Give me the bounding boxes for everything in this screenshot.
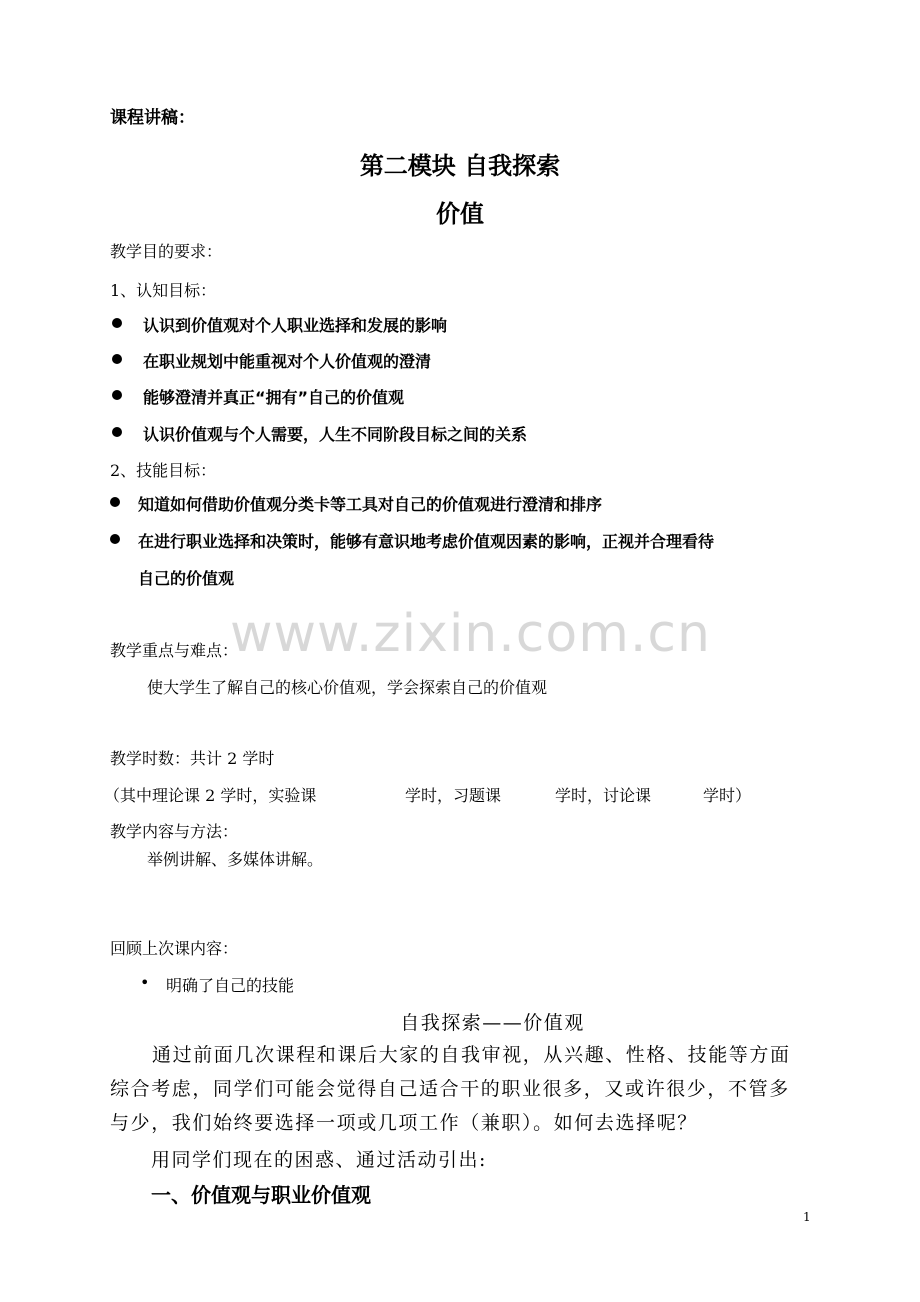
bullet-icon: [112, 318, 122, 328]
skill-item: 知道如何借助价值观分类卡等工具对自己的价值观进行澄清和排序: [138, 495, 603, 514]
review-heading: 回顾上次课内容：: [110, 939, 239, 958]
review-bullet: •: [140, 973, 150, 992]
page-subtitle: 价值: [436, 200, 484, 228]
hours-breakdown-theory: （其中理论课 2 学时，实验课: [104, 786, 317, 805]
hours-breakdown-exercise: 学时，习题课: [405, 786, 502, 805]
cognitive-item: 在职业规划中能重视对个人价值观的澄清: [143, 352, 432, 371]
section-intro: 用同学们现在的困惑、通过活动引出:: [151, 1149, 487, 1171]
bullet-icon: [112, 427, 122, 437]
header-label: 课程讲稿：: [110, 108, 195, 128]
bullet-icon: [112, 390, 122, 400]
section-paragraph: 通过前面几次课程和课后大家的自我审视，从兴趣、性格、技能等方面综合考虑，同学们可能会觉得自己适合干的职业很多，又或许很少，不管多与少，我们始终要选择一项或几项工作（兼职）。如何去选择呢？: [110, 1044, 791, 1134]
bullet-icon: [110, 534, 120, 544]
methods-text: 举例讲解、多媒体讲解。: [147, 850, 324, 869]
cognitive-heading: 1、认知目标：: [110, 281, 217, 300]
cognitive-item: 认识价值观与个人需要，人生不同阶段目标之间的关系: [143, 425, 528, 444]
key-points-heading: 教学重点与难点：: [110, 641, 239, 660]
methods-heading: 教学内容与方法：: [110, 822, 239, 841]
watermark: www.zixin.com.cn: [230, 604, 711, 664]
key-points-text: 使大学生了解自己的核心价值观，学会探索自己的价值观: [147, 678, 548, 697]
section-title: 自我探索——价值观: [400, 1012, 585, 1034]
objectives-heading: 教学目的要求：: [110, 242, 223, 261]
skill-item-continued: 自己的价值观: [138, 569, 235, 588]
skill-heading: 2、技能目标：: [110, 461, 217, 480]
hours-breakdown-end: 学时）: [703, 786, 752, 805]
bullet-icon: [112, 354, 122, 364]
bullet-icon: [110, 497, 120, 507]
section-subheading: 一、价值观与职业价值观: [151, 1183, 371, 1207]
hours-breakdown-discussion: 学时，讨论课: [555, 786, 652, 805]
hours-line: 教学时数：共计 2 学时: [110, 749, 275, 768]
skill-item: 在进行职业选择和决策时，能够有意识地考虑价值观因素的影响，正视并合理看待: [138, 532, 715, 551]
page-title: 第二模块 自我探索: [359, 152, 561, 180]
cognitive-item: 能够澄清并真正“拥有”自己的价值观: [143, 388, 405, 407]
cognitive-item: 认识到价值观对个人职业选择和发展的影响: [143, 316, 448, 335]
page-number: 1: [803, 1210, 811, 1224]
review-item: 明确了自己的技能: [166, 976, 295, 995]
